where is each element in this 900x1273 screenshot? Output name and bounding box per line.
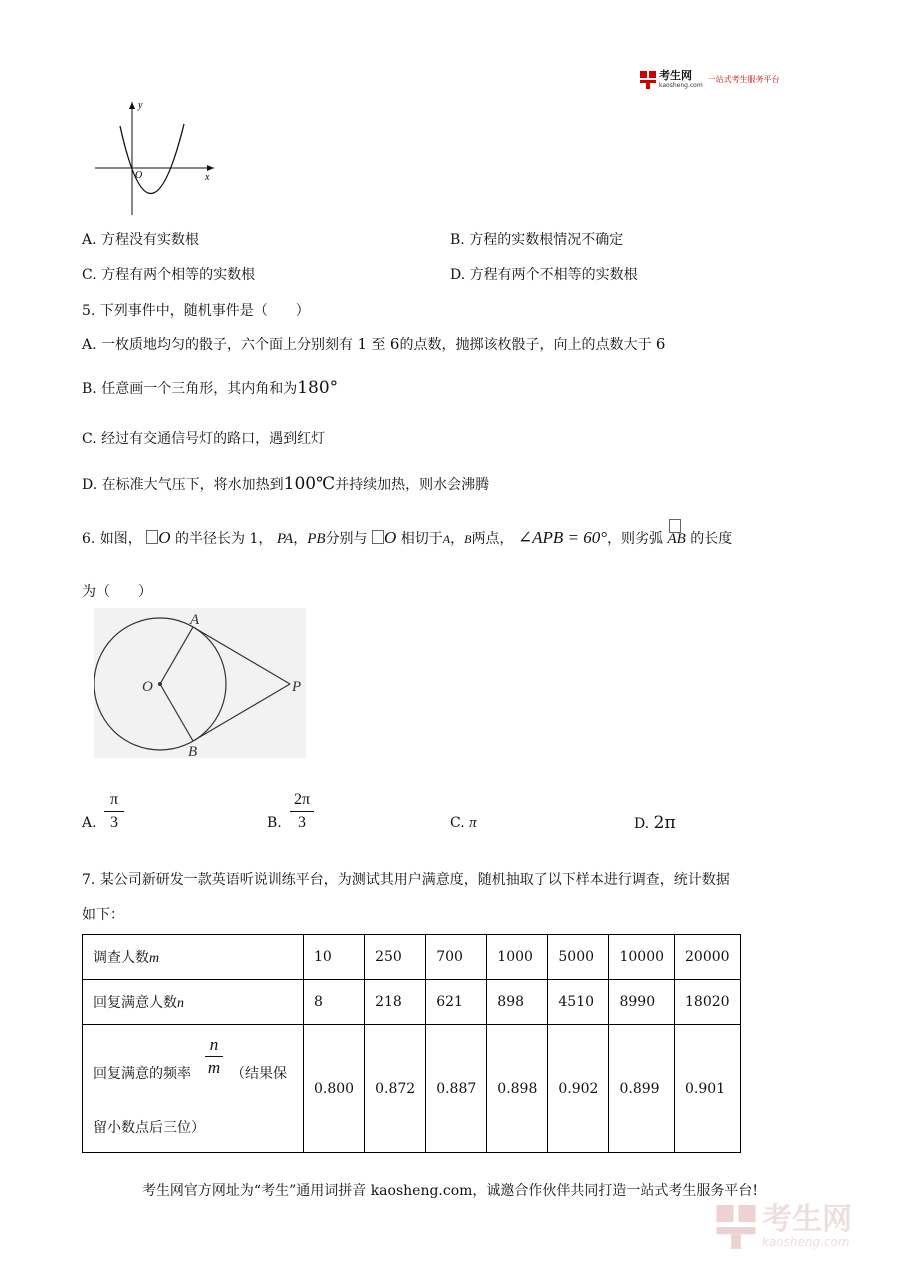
q5-a-num2: 6	[389, 335, 400, 353]
table-cell: 898	[487, 980, 548, 1025]
q6-c-label: C.	[450, 815, 465, 831]
q5-a-num1: 1	[357, 335, 368, 353]
frequency-label-suffix: （结果保	[231, 1066, 287, 1082]
survey-table	[82, 934, 741, 1153]
q6-d-value: 2π	[653, 813, 676, 833]
arc-symbol-icon	[669, 519, 681, 533]
table-cell: 218	[365, 980, 426, 1025]
q6-option-c	[450, 813, 477, 833]
table-cell: 0.901	[675, 1025, 741, 1153]
q6-b-denominator: 3	[298, 814, 306, 831]
label-b: B	[188, 744, 198, 760]
q6-text3: 相切于	[400, 531, 443, 547]
q5-b-text: B. 任意画一个三角形，其内角和为	[82, 381, 298, 397]
watermark-url: kaosheng.com	[762, 1235, 850, 1249]
circle-symbol-icon	[146, 530, 158, 544]
table-cell: 0.899	[609, 1025, 675, 1153]
q6-text1: 的半径长为	[175, 531, 245, 547]
q5-d-text2: 并持续加热，则水会沸腾	[335, 477, 490, 493]
q6-pa: PA	[276, 531, 294, 547]
table-cell: 4510	[548, 980, 609, 1025]
q6-a-numerator: π	[109, 791, 119, 808]
table-cell: 621	[426, 980, 487, 1025]
watermark	[716, 1202, 852, 1249]
table-cell: 0.902	[548, 1025, 609, 1153]
page-footer: 考生网官方网址为“考生”通用词拼音 kaosheng.com，诚邀合作伙伴共同打造一站式考生服务平台!	[141, 1183, 759, 1199]
parabola-curve	[120, 124, 184, 194]
table-cell: 10	[304, 935, 365, 980]
table-cell: 0.898	[487, 1025, 548, 1153]
q4-option-c: C. 方程有两个相等的实数根	[82, 267, 256, 283]
q6-c-value: π	[469, 815, 477, 831]
q6-radius: 1，	[249, 531, 273, 547]
row-label-satisfied-count: 回复满意人数n	[83, 980, 304, 1025]
q6-b-numerator: 2π	[293, 791, 311, 808]
q6-arc-label: AB	[667, 531, 686, 547]
table-cell: 0.887	[426, 1025, 487, 1153]
q4-option-b: B. 方程的实数根情况不确定	[450, 232, 624, 248]
q5-option-c: C. 经过有交通信号灯的路口，遇到红灯	[82, 431, 326, 447]
q4-option-a: A. 方程没有实数根	[82, 232, 200, 248]
q5-b-value: 180°	[297, 378, 339, 398]
x-axis-label: x	[205, 172, 210, 183]
circle-symbol-icon	[372, 530, 384, 544]
q5-stem: 5. 下列事件中，随机事件是（ ）	[82, 303, 310, 319]
q6-circle-o2: O	[384, 528, 397, 547]
q6-option-d	[634, 813, 676, 834]
frequency-label-line1: 回复满意的频率	[93, 1066, 191, 1082]
q6-comma: ，	[293, 531, 308, 547]
q6-stem-line2: 为（ ）	[82, 584, 152, 600]
parabola-graph	[90, 98, 220, 220]
table-cell: 1000	[487, 935, 548, 980]
fraction-bar	[104, 811, 124, 812]
q4-option-d: D. 方程有两个不相等的实数根	[450, 267, 638, 283]
frequency-label-line2: 留小数点后三位）	[93, 1120, 205, 1136]
label-o: O	[142, 679, 153, 695]
label-a: A	[190, 612, 200, 628]
q6-arc	[668, 531, 686, 547]
table-row	[83, 935, 741, 980]
q5-a-text3: 的点数，抛掷该枚骰子，向上的点数大于	[399, 337, 652, 353]
row-label-survey-count: 调查人数m	[83, 935, 304, 980]
origin-label: O	[135, 170, 143, 181]
label-p: P	[292, 679, 302, 695]
q6-num: 6. 如图，	[82, 531, 142, 547]
table-cell: 250	[365, 935, 426, 980]
x-axis-arrow	[207, 165, 214, 171]
q6-option-a-fraction	[104, 790, 124, 833]
table-cell: 20000	[675, 935, 741, 980]
q6-d-label: D.	[634, 816, 650, 832]
q6-point-a: A	[442, 532, 451, 546]
q7-stem-line1: 7. 某公司新研发一款英语听说训练平台，为测试其用户满意度，随机抽取了以下样本进行调查，统计数据	[82, 872, 730, 888]
y-axis-label: y	[138, 100, 143, 111]
q6-option-b-label: B.	[267, 815, 282, 831]
q6-option-a-label: A.	[82, 815, 97, 831]
logo-mark-icon	[640, 71, 656, 89]
q5-a-text2: 至	[371, 337, 386, 353]
tangent-figure	[94, 608, 306, 762]
q6-pb: PB	[307, 531, 326, 547]
table-cell: 0.800	[304, 1025, 365, 1153]
q5-option-d	[82, 474, 489, 495]
q6-circle-o: O	[158, 528, 171, 547]
q5-option-b	[82, 378, 338, 399]
fraction-bar	[290, 811, 314, 812]
watermark-logo-icon	[716, 1205, 756, 1249]
watermark-text: 考生网	[762, 1202, 852, 1237]
q5-d-text1: D. 在标准大气压下，将水加热到	[82, 477, 284, 493]
table-cell: 10000	[609, 935, 675, 980]
q6-point-b: B	[464, 532, 472, 546]
q6-sep: ，	[450, 531, 465, 547]
table-cell: 18020	[675, 980, 741, 1025]
q6-text5: ，则劣弧	[607, 531, 664, 547]
table-row	[83, 980, 741, 1025]
table-cell: 5000	[548, 935, 609, 980]
q7-stem-line2: 如下：	[82, 907, 124, 923]
center-dot	[158, 682, 162, 686]
header-logo[interactable]	[640, 70, 780, 89]
q6-text4: 两点，	[471, 531, 514, 547]
logo-name: 考生网	[659, 69, 692, 82]
frequency-fraction: n m	[205, 1035, 223, 1078]
q6-angle: ∠APB = 60°	[517, 528, 608, 547]
q5-a-text1: A. 一枚质地均匀的骰子，六个面上分别刻有	[82, 337, 354, 353]
table-cell: 0.872	[365, 1025, 426, 1153]
q6-text6: 的长度	[690, 531, 733, 547]
table-row	[83, 1025, 741, 1153]
q5-a-num3: 6	[655, 335, 666, 353]
table-cell: 700	[426, 935, 487, 980]
q6-a-denominator: 3	[110, 814, 118, 831]
q5-d-value: 100℃	[283, 474, 336, 494]
logo-slogan: 一站式考生服务平台	[707, 75, 780, 84]
table-cell: 8	[304, 980, 365, 1025]
q6-option-b-fraction	[290, 790, 314, 833]
q6-stem	[82, 528, 732, 549]
q6-text2: 分别与	[325, 531, 368, 547]
logo-url: kaosheng.com	[659, 82, 703, 89]
q5-option-a	[82, 334, 665, 355]
y-axis-arrow	[129, 102, 135, 109]
table-cell: 8990	[609, 980, 675, 1025]
row-label-frequency	[83, 1025, 304, 1153]
